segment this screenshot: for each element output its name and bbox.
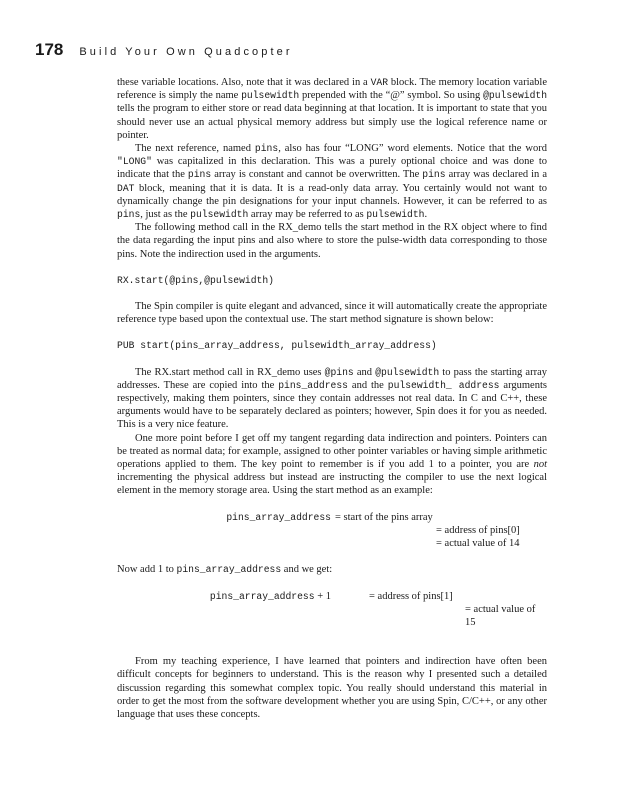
- equation-2-row: = actual value of 15: [465, 603, 536, 628]
- paragraph-1: these variable locations. Also, note that it was declared in a VAR block. The memory location variable reference is simply the name pulsewidth prepended with the “@” symbol. So using @pulsewidth tells the program to either store or read data beginning at that location. It is important to state that you should never use an actual physical memory address but simply use the logical reference name or pointer.: [117, 77, 548, 141]
- equation-1-row: = start of the pins array: [335, 511, 433, 523]
- page-body: [117, 76, 547, 721]
- page-header: [35, 40, 293, 64]
- paragraph-6: One more point before I get off my tangent regarding data indirection and pointers. Pointers can be treated as normal data; for example, assigned to other pointer variables or having simple arithmetic operations applied to them. The key point to remember is if you add 1 to a pointer, you are not incrementing the physical address but instead are instructing the compiler to use the next logical element in the memory storage area. Using the start method as an example:: [117, 432, 547, 497]
- equation-2-row: = address of pins[1]: [369, 590, 453, 602]
- equation-1-row: = actual value of 14: [436, 538, 520, 550]
- paragraph-7: Now add 1 to pins_array_address and we get:: [117, 564, 333, 576]
- equation-block-2: [117, 590, 547, 630]
- page-number: 178: [35, 40, 64, 59]
- equation-block-1: [117, 511, 547, 551]
- paragraph-5: The RX.start method call in RX_demo uses @pins and @pulsewidth to pass the starting array addresses. These are copied into the pins_address and the pulsewidth_ address arguments respectively, making them pointers, since they contain addresses not real data. In C and C++, these arguments would have to be separately declared as pointers; however, Spin does it for you as needed. This is a very nice feature.: [117, 366, 547, 431]
- equation-2-lhs: pins_array_address + 1: [209, 590, 331, 602]
- code-rx-start: RX.start(@pins,@pulsewidth): [117, 274, 274, 286]
- equation-1-lhs: pins_array_address: [226, 511, 331, 523]
- paragraph-8: From my teaching experience, I have learned that pointers and indirection have often been difficult concepts for beginners to understand. This is the reason why I presented such a detailed discussion regarding this somewhat complex topic. You really should understand this material in order to get the most from the software development whether you are using Spin, C/C++, or any other language that uses these concepts.: [117, 656, 547, 720]
- paragraph-2: The next reference, named pins, also has four “LONG” word elements. Notice that the word "LONG" was capitalized in this declaration. This was a purely optional choice and was done to indicate that the pins array is constant and cannot be overwritten. The pins array was declared in a DAT block, meaning that it is data. It is a read-only data array. You certainly would not want to dynamically change the pin designations for your input channels. However, it can be referred to as pins, just as the pulsewidth array may be referred to as pulsewidth.: [117, 143, 547, 221]
- code-pub-start: PUB start(pins_array_address, pulsewidth_array_address): [117, 340, 437, 352]
- paragraph-3: The following method call in the RX_demo tells the start method in the RX object where to find the data regarding the input pins and also where to store the pulse-width data corresponding to those pins. Note the indirection used in the arguments.: [117, 222, 547, 260]
- paragraph-4: The Spin compiler is quite elegant and advanced, since it will automatically create the appropriate reference type based upon the contextual use. The start method signature is shown below:: [117, 301, 547, 326]
- equation-1-row: = address of pins[0]: [436, 524, 520, 536]
- running-title: Build Your Own Quadcopter: [79, 46, 293, 58]
